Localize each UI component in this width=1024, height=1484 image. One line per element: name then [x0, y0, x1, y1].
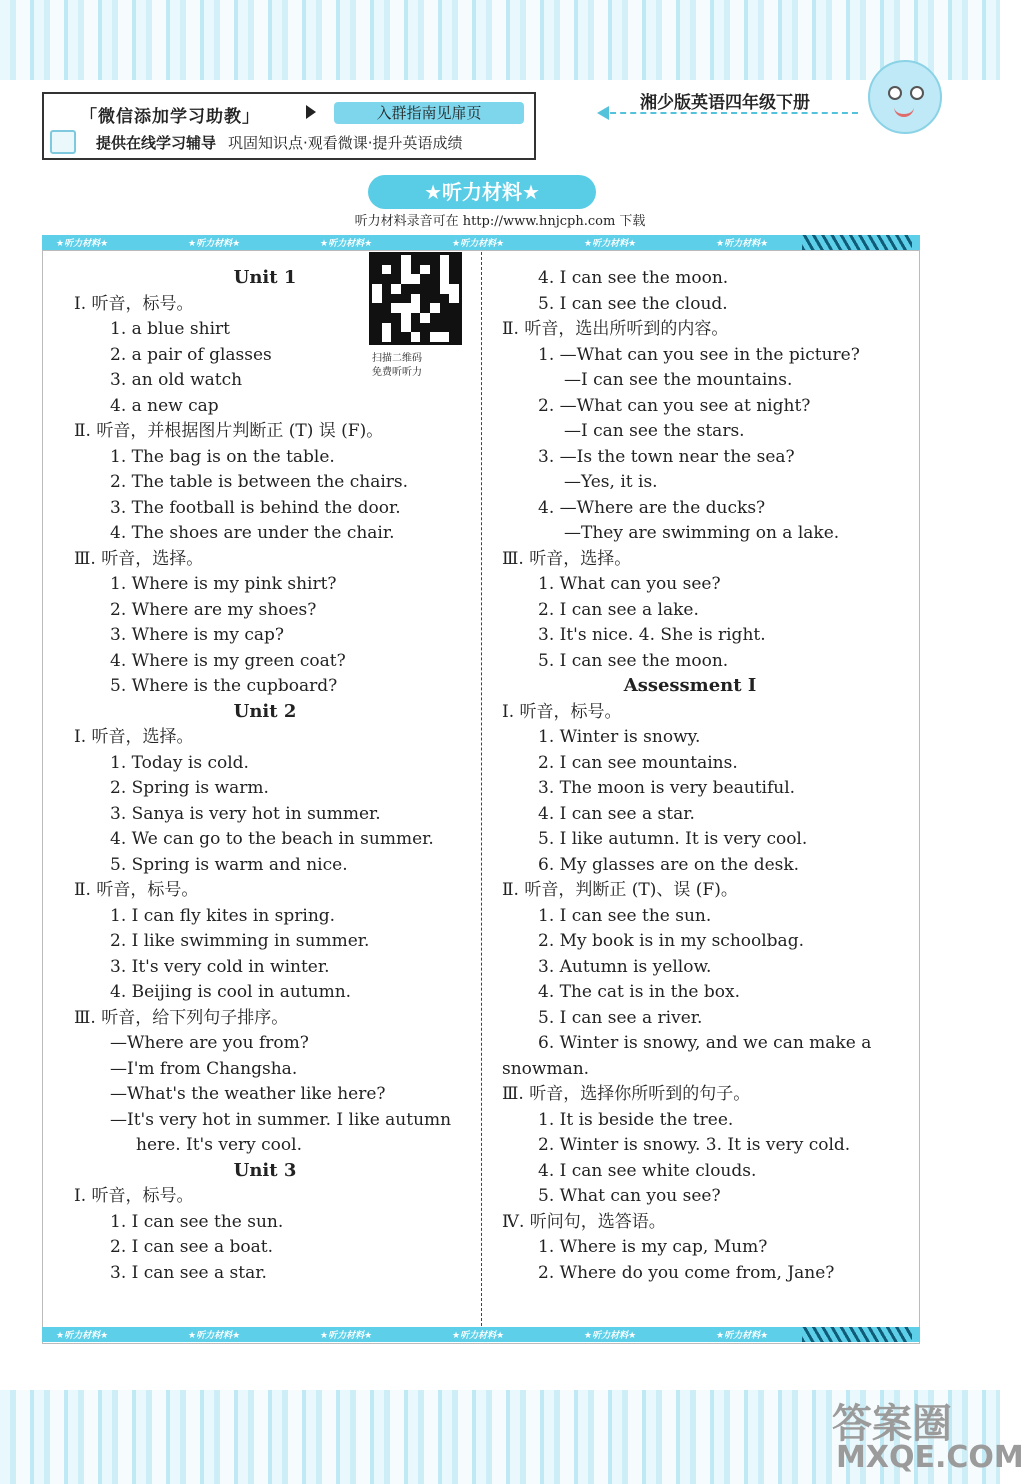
strip-label: ★听力材料★ [320, 1331, 373, 1341]
qr-cell [372, 274, 382, 284]
listening-line: snowman. [502, 1058, 590, 1079]
qr-cell [420, 313, 430, 323]
listening-line: Ⅱ. 听音，选出所听到的内容。 [502, 319, 729, 339]
strip-label: ★听力材料★ [56, 239, 109, 249]
qr-cell [382, 274, 392, 284]
listening-line: 1. I can see the sun. [538, 905, 712, 926]
unit-heading: Assessment Ⅰ [623, 675, 757, 696]
book-title: 湘少版英语四年级下册 [640, 93, 810, 113]
qr-cell [440, 332, 450, 342]
qr-cell [449, 274, 459, 284]
qr-cell [411, 255, 421, 265]
listening-line: 2. I can see mountains. [538, 752, 738, 773]
mascot-eye-icon [888, 86, 902, 100]
listening-line: —I can see the mountains. [564, 370, 793, 390]
qr-cell [430, 303, 440, 313]
listening-line: 4. Beijing is cool in autumn. [110, 982, 352, 1002]
qr-cell [391, 265, 401, 275]
listening-line: 3. The moon is very beautiful. [538, 778, 796, 798]
qr-cell [382, 323, 392, 333]
listening-line: —I'm from Changsha. [110, 1058, 298, 1079]
strip-label: ★听力材料★ [188, 239, 241, 249]
qr-cell [430, 284, 440, 294]
qr-cell [449, 323, 459, 333]
listening-line: —Yes, it is. [564, 472, 658, 492]
qr-cell [391, 284, 401, 294]
listening-line: 1. Winter is snowy. [538, 727, 701, 747]
play-arrow-icon [306, 105, 316, 119]
qr-cell [411, 313, 421, 323]
listening-line: 3. It's nice. 4. She is right. [538, 625, 766, 645]
qr-cell [411, 284, 421, 294]
listening-line: —I can see the stars. [564, 421, 745, 441]
wechat-bold-text: 提供在线学习辅导 [96, 134, 217, 152]
listening-line: 5. Spring is warm and nice. [110, 854, 348, 875]
qr-cell [401, 313, 411, 323]
strip-label: ★听力材料★ [452, 1331, 505, 1341]
qr-cell [391, 313, 401, 323]
listening-line: Ⅱ. 听音，判断正 (T)、误 (F)。 [502, 880, 738, 900]
listening-line: 5. I can see a river. [538, 1007, 703, 1028]
qr-cell [411, 323, 421, 333]
qr-cell [372, 284, 382, 294]
qr-cell [401, 303, 411, 313]
strip-label: ★听力材料★ [56, 1331, 109, 1341]
listening-line: 6. My glasses are on the desk. [538, 854, 800, 875]
strip-hatch [802, 1327, 912, 1342]
listening-line: —What's the weather like here? [110, 1084, 386, 1104]
mascot-icon [868, 60, 942, 134]
listening-line: 1. The bag is on the table. [110, 446, 335, 467]
listening-line: 2. Where do you come from, Jane? [538, 1262, 835, 1283]
qr-cell [401, 332, 411, 342]
qr-cell [382, 303, 392, 313]
top-decorative-band [0, 0, 1000, 80]
listening-line: 3. I can see a star. [110, 1262, 267, 1283]
strip-label: ★听力材料★ [452, 239, 505, 249]
listening-line: Ⅲ. 听音，给下列句子排序。 [74, 1007, 289, 1028]
listening-line: 4. Where is my green coat? [110, 650, 346, 671]
listening-line: 2. My book is in my schoolbag. [538, 931, 804, 951]
listening-line: Ⅱ. 听音，标号。 [74, 880, 199, 900]
listening-line: Ⅲ. 听音，选择。 [74, 548, 204, 569]
qr-cell [449, 284, 459, 294]
strip-label: ★听力材料★ [716, 1331, 769, 1341]
listening-line: 4. We can go to the beach in summer. [110, 829, 434, 849]
listening-line: Ⅲ. 听音，选择。 [502, 548, 632, 569]
qr-cell [382, 284, 392, 294]
listening-line: 2. I like swimming in summer. [110, 931, 370, 951]
qr-cell [401, 323, 411, 333]
strip-top [42, 235, 920, 250]
download-note: 听力材料录音可在 http://www.hnjcph.com 下载 [354, 214, 646, 229]
qr-cell [382, 313, 392, 323]
listening-line: 2. Spring is warm. [110, 778, 269, 798]
qr-cell [391, 323, 401, 333]
strip-hatch [802, 235, 912, 250]
qr-cell [430, 265, 440, 275]
listening-line: 1. Where is my cap, Mum? [538, 1237, 768, 1257]
qr-cell [391, 274, 401, 284]
listening-line: Ⅰ. 听音，标号。 [502, 701, 622, 722]
listening-line: 1. It is beside the tree. [538, 1109, 734, 1130]
listening-line: 5. What can you see? [538, 1186, 721, 1206]
section-title: ★听力材料★ [368, 175, 596, 209]
qr-cell [401, 265, 411, 275]
column-divider [481, 252, 482, 1326]
listening-line: Ⅰ. 听音，选择。 [74, 727, 194, 747]
strip-label: ★听力材料★ [584, 1331, 637, 1341]
listening-line: Ⅰ. 听音，标号。 [74, 293, 194, 314]
qr-cell [449, 313, 459, 323]
qr-cell [449, 332, 459, 342]
qr-cell [430, 313, 440, 323]
listening-line: 1. Today is cold. [110, 752, 249, 773]
listening-line: 4. The cat is in the box. [538, 982, 740, 1002]
strip-label: ★听力材料★ [716, 239, 769, 249]
listening-line: 4. I can see white clouds. [538, 1160, 757, 1181]
strip-label: ★听力材料★ [320, 239, 373, 249]
listening-line: —They are swimming on a lake. [564, 523, 840, 543]
qr-cell [440, 255, 450, 265]
listening-line: 4. I can see a star. [538, 803, 695, 824]
qr-cell [440, 313, 450, 323]
listening-line: 3. an old watch [110, 370, 243, 390]
qr-cell [449, 303, 459, 313]
qr-cell [372, 332, 382, 342]
listening-line: 5. I can see the moon. [538, 650, 729, 671]
listening-line: —It's very hot in summer. I like autumn [110, 1109, 452, 1130]
qr-cell [449, 294, 459, 304]
qr-cell [401, 255, 411, 265]
qr-cell [372, 255, 382, 265]
qr-cell [372, 313, 382, 323]
listening-line: Ⅳ. 听问句，选答语。 [502, 1211, 666, 1232]
listening-line: 1. What can you see? [538, 574, 721, 594]
listening-line: 5. I can see the cloud. [538, 293, 728, 314]
qr-cell [449, 265, 459, 275]
qr-cell [391, 255, 401, 265]
wechat-benefits: 巩固知识点·观看微课·提升英语成绩 [228, 134, 463, 152]
qr-code [369, 252, 462, 345]
listening-line: —Where are you from? [110, 1033, 309, 1053]
listening-line: 2. The table is between the chairs. [110, 472, 409, 492]
listening-line: 2. Winter is snowy. 3. It is very cold. [538, 1135, 851, 1155]
listening-line: 1. I can fly kites in spring. [110, 905, 336, 926]
wechat-banner [42, 92, 536, 160]
qr-cell [411, 294, 421, 304]
qr-cell [411, 332, 421, 342]
listening-line: 3. Sanya is very hot in summer. [110, 803, 381, 824]
qr-cell [401, 294, 411, 304]
listening-line: 3. It's very cold in winter. [110, 956, 330, 977]
qr-cell [382, 332, 392, 342]
listening-line: 1. Where is my pink shirt? [110, 574, 337, 594]
listening-line: 2. I can see a lake. [538, 599, 699, 620]
listening-line: 4. —Where are the ducks? [538, 497, 766, 518]
listening-line: 2. I can see a boat. [110, 1237, 274, 1257]
qr-cell [420, 255, 430, 265]
listening-line: 1. I can see the sun. [110, 1211, 284, 1232]
listening-line: Ⅰ. 听音，标号。 [74, 1186, 194, 1206]
wechat-subtitle [96, 132, 463, 153]
watermark-url: MXQE.COM [836, 1440, 1024, 1475]
qr-cell [420, 332, 430, 342]
qr-cell [420, 294, 430, 304]
mascot-eye-icon [910, 86, 924, 100]
qr-cell [420, 265, 430, 275]
listening-line: 2. —What can you see at night? [538, 395, 811, 416]
qr-cell [411, 303, 421, 313]
listening-line: 6. Winter is snowy, and we can make a [538, 1033, 872, 1053]
qr-cell [420, 323, 430, 333]
qr-cell [382, 265, 392, 275]
qr-cell [401, 274, 411, 284]
listening-line: 4. a new cap [110, 395, 219, 416]
strip-bottom [42, 1327, 920, 1342]
qr-cell [391, 294, 401, 304]
qr-cell [440, 284, 450, 294]
guide-label: 入群指南见扉页 [334, 102, 524, 124]
listening-line: Ⅲ. 听音，选择你所听到的句子。 [502, 1084, 751, 1104]
qr-cell [440, 294, 450, 304]
qr-cell [440, 323, 450, 333]
qr-cell [449, 255, 459, 265]
qr-cell [440, 274, 450, 284]
unit-heading: Unit 2 [233, 700, 297, 722]
strip-label: ★听力材料★ [188, 1331, 241, 1341]
qr-cell [382, 294, 392, 304]
house-icon [50, 130, 76, 154]
qr-cell [420, 303, 430, 313]
listening-line: 5. I like autumn. It is very cool. [538, 829, 808, 849]
listening-line: 3. —Is the town near the sea? [538, 446, 795, 467]
qr-cell [430, 323, 440, 333]
unit-heading: Unit 3 [233, 1159, 297, 1181]
qr-caption: 免费听听力 [372, 367, 422, 378]
qr-cell [372, 303, 382, 313]
listening-line: 4. The shoes are under the chair. [110, 523, 395, 543]
qr-cell [372, 294, 382, 304]
listening-line: 2. Where are my shoes? [110, 599, 317, 620]
listening-line: 3. Where is my cap? [110, 625, 285, 645]
listening-line: 3. Autumn is yellow. [538, 956, 712, 977]
listening-line: 5. Where is the cupboard? [110, 676, 338, 696]
strip-label: ★听力材料★ [584, 239, 637, 249]
qr-cell [430, 294, 440, 304]
unit-heading: Unit 1 [233, 267, 297, 288]
qr-cell [420, 274, 430, 284]
watermark-logo: 答案圈 [832, 1401, 952, 1447]
qr-cell [430, 274, 440, 284]
qr-cell [401, 284, 411, 294]
listening-line: 1. —What can you see in the picture? [538, 344, 860, 365]
qr-cell [430, 255, 440, 265]
listening-line: 2. a pair of glasses [110, 344, 272, 365]
qr-cell [372, 323, 382, 333]
qr-caption: 扫描二维码 [372, 353, 422, 364]
qr-cell [372, 265, 382, 275]
qr-cell [411, 265, 421, 275]
listening-line: Ⅱ. 听音，并根据图片判断正 (T) 误 (F)。 [74, 421, 384, 441]
listening-line: here. It's very cool. [136, 1135, 302, 1155]
mascot-mouth-icon [894, 106, 914, 117]
qr-cell [391, 303, 401, 313]
qr-cell [440, 265, 450, 275]
listening-line: 1. a blue shirt [110, 319, 230, 339]
qr-cell [440, 303, 450, 313]
qr-cell [382, 255, 392, 265]
qr-cell [411, 274, 421, 284]
listening-line: 4. I can see the moon. [538, 268, 729, 288]
listening-line: 3. The football is behind the door. [110, 497, 401, 518]
wechat-title: 「微信添加学习助教」 [80, 107, 260, 127]
qr-cell [420, 284, 430, 294]
qr-cell [391, 332, 401, 342]
qr-cell [430, 332, 440, 342]
